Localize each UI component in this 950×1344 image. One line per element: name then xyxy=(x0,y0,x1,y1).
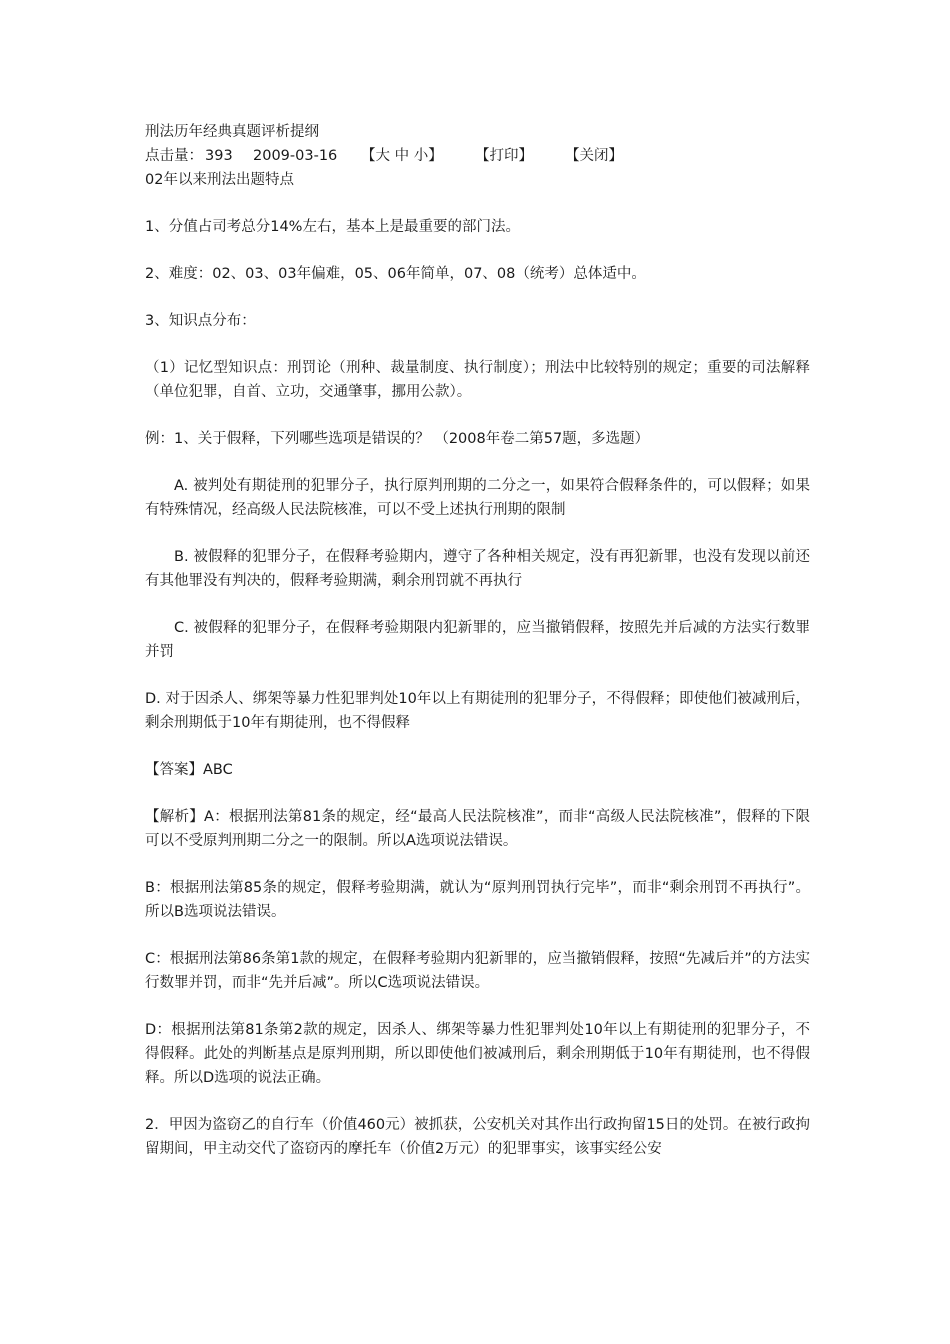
point-1: 1、分值占司考总分14%左右，基本上是最重要的部门法。 xyxy=(145,219,520,235)
click-count-value: 393 xyxy=(205,148,233,164)
document-title: 刑法历年经典真题评析提纲 xyxy=(145,124,319,140)
point-2: 2、难度：02、03、03年偏难，05、06年简单，07、08（统考）总体适中。 xyxy=(145,266,646,282)
analysis-b: B：根据刑法第85条的规定，假释考验期满，就认为“原判刑罚执行完毕”，而非“剩余刑罚不再执行”。所以B选项说法错误。 xyxy=(145,880,810,920)
answer: 【答案】ABC xyxy=(145,762,233,778)
click-count-label: 点击量： xyxy=(145,148,203,164)
option-c: C. 被假释的犯罪分子，在假释考验期限内犯新罪的，应当撤销假释，按照先并后减的方法实行数罪并罚 xyxy=(145,620,810,660)
point-3: 3、知识点分布： xyxy=(145,313,256,329)
article-meta-bar xyxy=(145,144,810,168)
analysis-a: 【解析】A：根据刑法第81条的规定，经“最高人民法院核准”，而非“高级人民法院核准”，假释的下限可以不受原判刑期二分之一的限制。所以A选项说法错误。 xyxy=(145,809,810,849)
point-3-1: （1）记忆型知识点：刑罚论（刑种、裁量制度、执行制度）；刑法中比较特别的规定；重要的司法解释（单位犯罪，自首、立功，交通肇事，挪用公款）。 xyxy=(145,360,810,400)
example-1-question: 例：1、关于假释，下列哪些选项是错误的？ （2008年卷二第57题，多选题） xyxy=(145,431,650,447)
close-link[interactable]: 【关闭】 xyxy=(565,148,623,164)
section-subtitle: 02年以来刑法出题特点 xyxy=(145,172,294,188)
example-2-text: 2．甲因为盗窃乙的自行车（价值460元）被抓获，公安机关对其作出行政拘留15日的处罚。在被行政拘留期间，甲主动交代了盗窃丙的摩托车（价值2万元）的犯罪事实，该事实经公安 xyxy=(145,1117,810,1157)
option-d: D. 对于因杀人、绑架等暴力性犯罪判处10年以上有期徒刑的犯罪分子，不得假释；即使他们被减刑后，剩余刑期低于10年有期徒刑，也不得假释 xyxy=(145,691,810,731)
document-page xyxy=(145,120,810,1161)
publish-date: 2009-03-16 xyxy=(253,148,338,164)
analysis-d: D：根据刑法第81条第2款的规定，因杀人、绑架等暴力性犯罪判处10年以上有期徒刑的犯罪分子，不得假释。此处的判断基点是原判刑期，所以即使他们被减刑后，剩余刑期低于10年有期徒刑，也不得假释。所以D选项的说法正确。 xyxy=(145,1022,810,1086)
option-a: A. 被判处有期徒刑的犯罪分子，执行原判刑期的二分之一，如果符合假释条件的，可以假释；如果有特殊情况，经高级人民法院核准，可以不受上述执行刑期的限制 xyxy=(145,478,810,518)
analysis-c: C：根据刑法第86条第1款的规定，在假释考验期内犯新罪的，应当撤销假释，按照“先减后并”的方法实行数罪并罚，而非“先并后减”。所以C选项说法错误。 xyxy=(145,951,810,991)
option-b: B. 被假释的犯罪分子，在假释考验期内，遵守了各种相关规定，没有再犯新罪，也没有发现以前还有其他罪没有判决的，假释考验期满，剩余刑罚就不再执行 xyxy=(145,549,810,589)
font-size-control[interactable]: 【大 中 小】 xyxy=(361,148,443,164)
print-link[interactable]: 【打印】 xyxy=(475,148,533,164)
